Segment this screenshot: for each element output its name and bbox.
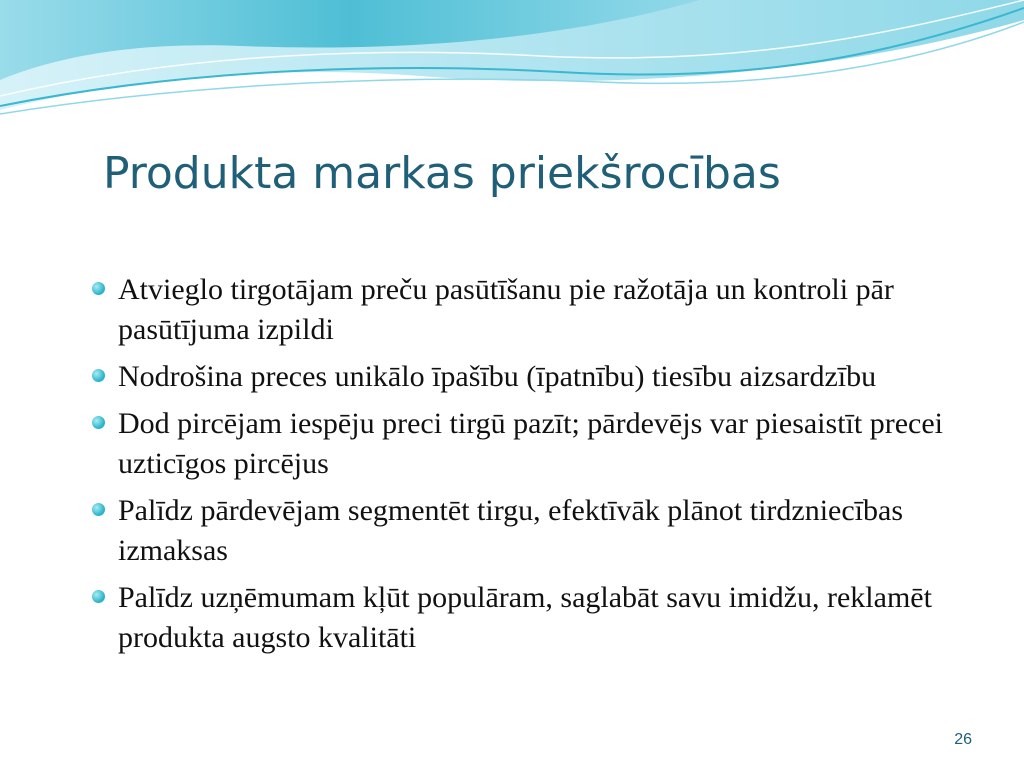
bullet-text: Palīdz pārdevējam segmentēt tirgu, efektīvāk plānot tirdzniecības izmaksas bbox=[118, 494, 904, 567]
bullet-dot-icon bbox=[92, 503, 105, 516]
bullet-text: Dod pircējam iespēju preci tirgū pazīt; pārdevējs var piesaistīt precei uzticīgos pircējus bbox=[118, 407, 943, 480]
decorative-wave-header bbox=[0, 0, 1024, 130]
bullet-list bbox=[88, 270, 968, 665]
bullet-dot-icon bbox=[92, 416, 105, 429]
bullet-item bbox=[88, 404, 968, 484]
bullet-text: Palīdz uzņēmumam kļūt populāram, saglabāt savu imidžu, reklamēt produkta augsto kvalitāti bbox=[118, 581, 932, 654]
bullet-dot-icon bbox=[92, 282, 105, 295]
bullet-item bbox=[88, 357, 968, 397]
bullet-text: Atvieglo tirgotājam preču pasūtīšanu pie ražotāja un kontroli pār pasūtījuma izpildi bbox=[118, 273, 894, 346]
bullet-text: Nodrošina preces unikālo īpašību (īpatnību) tiesību aizsardzību bbox=[118, 360, 877, 393]
bullet-dot-icon bbox=[92, 369, 105, 382]
slide-title: Produkta markas priekšrocības bbox=[103, 148, 781, 199]
bullet-item bbox=[88, 578, 968, 658]
bullet-dot-icon bbox=[92, 590, 105, 603]
page-number: 26 bbox=[954, 731, 972, 748]
bullet-item bbox=[88, 491, 968, 571]
bullet-item bbox=[88, 270, 968, 350]
